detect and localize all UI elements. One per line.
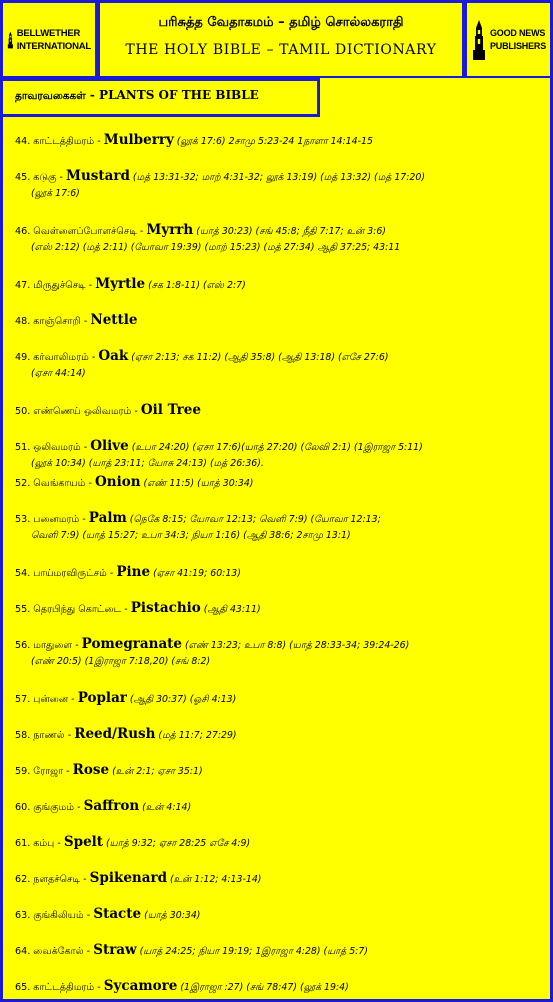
bell-tower-icon bbox=[471, 18, 487, 62]
entry-tamil: 61. கம்பு - bbox=[15, 838, 64, 849]
entry-tamil: 54. பாய்மரவிருட்சம் - bbox=[15, 568, 117, 579]
entry-tamil: 46. வெள்ளைப்போளச்செடி - bbox=[15, 226, 147, 237]
entry-references-continued: வெளி 7:9) (யாத் 15:27; உபா 34:3; நியா 1:16) (ஆதி 38:6; 2சாமு 13:1) bbox=[31, 530, 351, 541]
entry-tamil: 48. காஞ்சொறி - bbox=[15, 316, 91, 327]
list-item bbox=[15, 402, 543, 420]
entry-references: (உன் 2:1; ஏசா 35:1) bbox=[109, 766, 203, 777]
entry-tamil: 55. தெரபிந்து கொட்டை - bbox=[15, 604, 131, 615]
list-item bbox=[15, 348, 543, 382]
list-item bbox=[15, 834, 543, 852]
left-logo-box bbox=[0, 0, 98, 79]
entry-references-continued: (எஸ் 2:12) (மத் 2:11) (யோவா 19:39) (மாற் 15:23) (மத் 27:34) ஆதி 37:25; 43:11 bbox=[31, 242, 401, 253]
entry-english: Sycamore bbox=[103, 978, 178, 994]
entry-references: (யாத் 30:34) bbox=[141, 910, 201, 921]
entry-tamil: 53. பனைமரம் - bbox=[15, 514, 89, 525]
entry-english: Straw bbox=[93, 942, 137, 958]
list-item bbox=[15, 978, 543, 996]
entry-english: Stacte bbox=[93, 906, 142, 922]
list-item bbox=[15, 942, 543, 960]
entry-tamil: 47. மிருதுச்செடி - bbox=[15, 280, 96, 291]
list-item bbox=[15, 312, 543, 330]
entry-english: Oak bbox=[98, 348, 129, 364]
section-heading-tamil: தாவரவகைகள் bbox=[15, 90, 86, 102]
dictionary-panel bbox=[0, 78, 553, 1002]
title-english: THE HOLY BIBLE – TAMIL DICTIONARY bbox=[125, 42, 437, 58]
title-box bbox=[97, 0, 465, 79]
entry-references: (உன் 1:12; 4:13-14) bbox=[167, 874, 262, 885]
entry-english: Olive bbox=[90, 438, 129, 454]
right-logo-box bbox=[464, 0, 553, 79]
entry-references-continued: (எண் 20:5) (1இராஜா 7:18,20) (சங் 8:2) bbox=[31, 656, 211, 667]
list-item bbox=[15, 276, 543, 294]
bell-tower-icon bbox=[7, 18, 14, 62]
entry-tamil: 65. காட்டத்திமரம் - bbox=[15, 982, 104, 993]
entry-english: Mustard bbox=[66, 168, 130, 184]
entry-english: Mulberry bbox=[103, 132, 174, 148]
section-heading-english: - PLANTS OF THE BIBLE bbox=[85, 88, 259, 102]
entry-tamil: 56. மாதுளை - bbox=[15, 640, 82, 651]
entry-tamil: 62. நளதச்செடி - bbox=[15, 874, 90, 885]
entry-tamil: 64. வைக்கோல் - bbox=[15, 946, 94, 957]
logo-line-1: GOOD NEWS bbox=[489, 27, 546, 38]
list-item bbox=[15, 690, 543, 708]
list-item bbox=[15, 564, 543, 582]
entry-references: (1இராஜா :27) (சங் 78:47) (லூக் 19:4) bbox=[177, 982, 349, 993]
entry-english: Spikenard bbox=[89, 870, 168, 886]
entry-references: (யாத் 9:32; ஏசா 28:25 எசே 4:9) bbox=[103, 838, 251, 849]
entry-references: (எண் 11:5) (யாத் 30:34) bbox=[140, 478, 254, 489]
entry-tamil: 51. ஒலிவமரம் - bbox=[15, 442, 91, 453]
entry-references: (உன் 4:14) bbox=[139, 802, 192, 813]
entry-english: Pine bbox=[116, 564, 151, 580]
list-item bbox=[15, 474, 543, 492]
list-item bbox=[15, 222, 543, 256]
list-item bbox=[15, 168, 543, 202]
list-item bbox=[15, 798, 543, 816]
entry-references: (யாத் 30:23) (சங் 45:8; நீதி 7:17; உன் 3:6) bbox=[193, 226, 386, 237]
title-tamil: பரிசுத்த வேதாகமம் – தமிழ் சொல்லகராதி bbox=[158, 15, 404, 30]
entry-english: Myrrh bbox=[146, 222, 194, 238]
entry-english: Palm bbox=[88, 510, 127, 526]
list-item bbox=[15, 726, 543, 744]
entry-english: Oil Tree bbox=[140, 402, 201, 418]
entry-english: Pistachio bbox=[130, 600, 201, 616]
entry-references-continued: (லூக் 17:6) bbox=[31, 188, 80, 199]
list-item bbox=[15, 636, 543, 670]
entry-tamil: 60. குங்குமம் - bbox=[15, 802, 84, 813]
entry-english: Pomegranate bbox=[81, 636, 183, 652]
entry-tamil: 59. ரோஜா - bbox=[15, 766, 73, 777]
entry-tamil: 63. குங்கிலியம் - bbox=[15, 910, 94, 921]
entry-references: (உபா 24:20) (ஏசா 17:6)(யாத் 27:20) (லேவி 2:1) (1இராஜா 5:11) bbox=[128, 442, 423, 453]
entry-tamil: 52. வெங்காயம் - bbox=[15, 478, 96, 489]
entry-references-continued: (ஏசா 44:14) bbox=[31, 368, 86, 379]
logo-line-1: BELLWETHER bbox=[16, 27, 81, 39]
entry-english: Spelt bbox=[63, 834, 104, 850]
entry-english: Onion bbox=[95, 474, 141, 490]
bellwether-logo bbox=[3, 3, 95, 76]
entry-tamil: 50. எண்ணெய் ஒலிவமரம் - bbox=[15, 406, 141, 417]
logo-line-2: PUBLISHERS bbox=[489, 40, 546, 51]
entry-english: Saffron bbox=[83, 798, 140, 814]
good-news-logo bbox=[467, 3, 550, 76]
list-item bbox=[15, 906, 543, 924]
section-heading bbox=[3, 81, 317, 103]
entry-references: (ஆதி 43:11) bbox=[200, 604, 261, 615]
entry-references: (யாத் 24:25; நியா 19:19; 1இராஜா 4:28) (யாத் 5:7) bbox=[136, 946, 368, 957]
entry-references: (ஏசா 2:13; சக 11:2) (ஆதி 35:8) (ஆதி 13:18) (எசே 27:6) bbox=[128, 352, 389, 363]
entry-references-continued: (லூக் 10:34) (யாத் 23:11; யோசு 24:13) (மத் 26:36). bbox=[31, 458, 264, 469]
entry-references: (லூக் 17:6) 2சாமு 5:23-24 1நாளா 14:14-15 bbox=[173, 136, 373, 147]
entry-references: (ஆதி 30:37) (ஓசி 4:13) bbox=[126, 694, 237, 705]
entry-references: (சக 1:8-11) (எஸ் 2:7) bbox=[145, 280, 246, 291]
entry-english: Reed/Rush bbox=[74, 726, 156, 742]
entry-english: Poplar bbox=[77, 690, 127, 706]
logo-line-2: INTERNATIONAL bbox=[16, 40, 91, 52]
entry-references: (எண் 13:23; உபா 8:8) (யாத் 28:33-34; 39:24-26) bbox=[182, 640, 410, 651]
entry-english: Rose bbox=[72, 762, 110, 778]
list-item bbox=[15, 762, 543, 780]
list-item bbox=[15, 438, 543, 472]
list-item bbox=[15, 132, 543, 150]
entry-tamil: 44. காட்டத்திமரம் - bbox=[15, 136, 104, 147]
entry-tamil: 49. கர்வாலிமரம் - bbox=[15, 352, 99, 363]
entry-references: (மத் 13:31-32; மாற் 4:31-32; லூக் 13:19) (மத் 13:32) (மத் 17:20) bbox=[129, 172, 426, 183]
entry-tamil: 45. கடுகு - bbox=[15, 172, 67, 183]
entry-tamil: 58. நாணல் - bbox=[15, 730, 75, 741]
list-item bbox=[15, 510, 543, 544]
section-heading-box bbox=[0, 78, 320, 117]
entry-english: Myrtle bbox=[95, 276, 146, 292]
list-item bbox=[15, 870, 543, 888]
entry-references: (மத் 11:7; 27:29) bbox=[155, 730, 237, 741]
list-item bbox=[15, 600, 543, 618]
entry-references: (ஏசா 41:19; 60:13) bbox=[150, 568, 241, 579]
entry-tamil: 57. புன்னை - bbox=[15, 694, 78, 705]
entry-english: Nettle bbox=[90, 312, 138, 328]
entry-references: (நெகே 8:15; யோவா 12:13; வெளி 7:9) (யோவா 12:13; bbox=[126, 514, 381, 525]
